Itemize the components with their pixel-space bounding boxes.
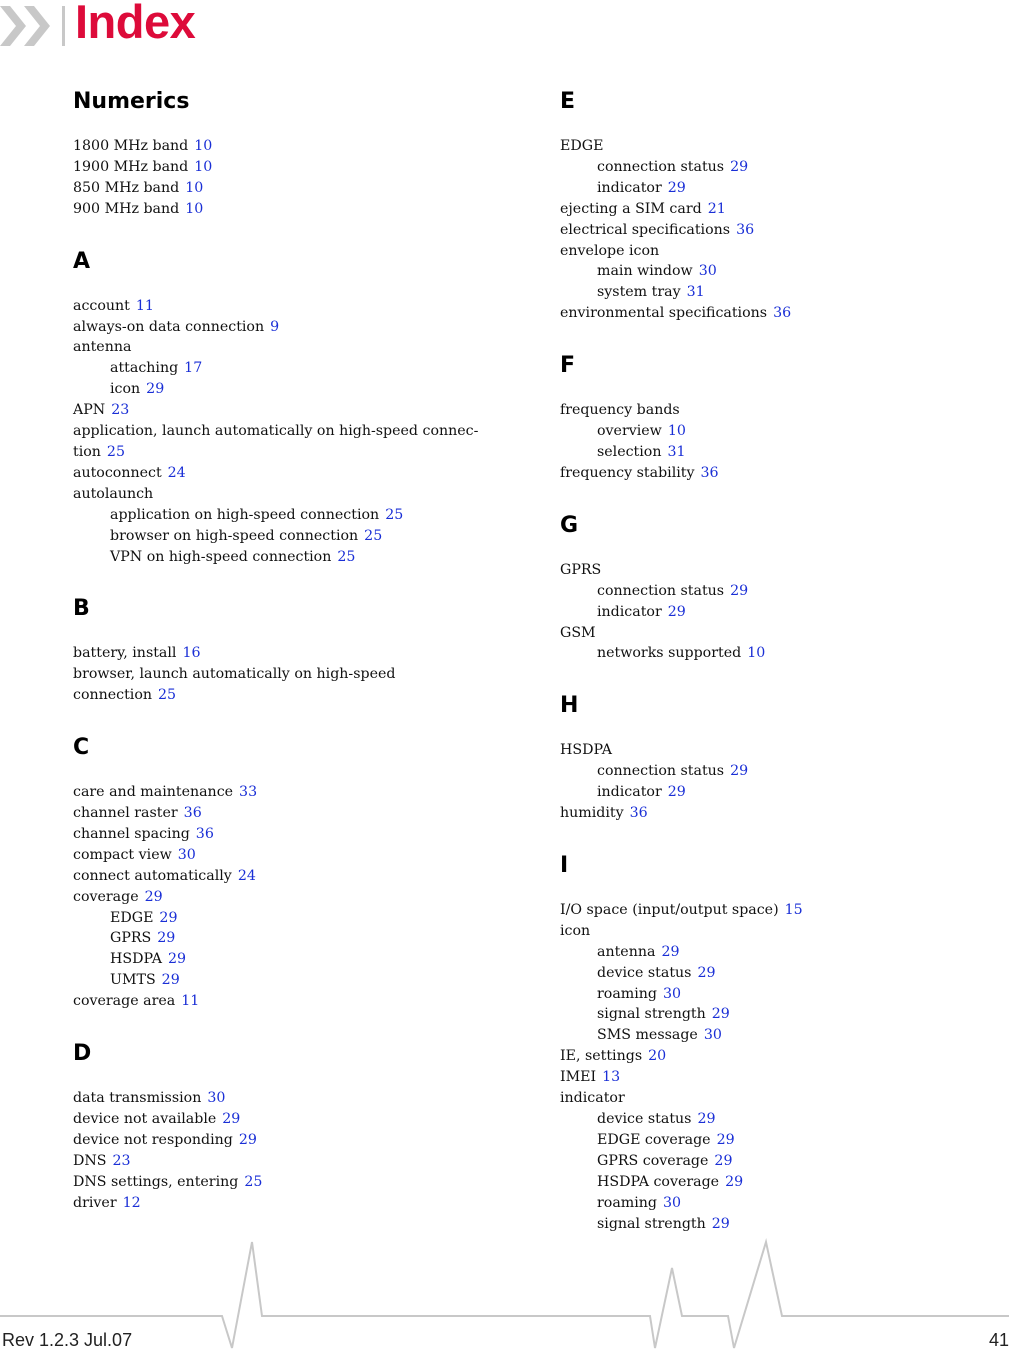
entry-term: HSDPA <box>110 951 162 968</box>
index-column-right <box>560 88 990 1234</box>
entry-term: data transmission <box>73 1090 202 1107</box>
page-link[interactable]: 29 <box>661 943 680 960</box>
page-link[interactable]: 25 <box>385 506 404 523</box>
section-heading: H <box>560 693 579 719</box>
index-entry <box>73 782 493 803</box>
index-section <box>560 88 990 324</box>
index-subentry <box>73 928 493 949</box>
entry-term: channel raster <box>73 805 178 822</box>
page-link[interactable]: 10 <box>185 200 204 217</box>
entry-term: connection status <box>597 582 725 599</box>
page-link[interactable]: 10 <box>747 645 766 662</box>
entry-term: selection <box>597 443 662 460</box>
entry-term: DNS settings, entering <box>73 1173 239 1190</box>
index-entry <box>560 463 990 484</box>
index-subentry <box>73 358 493 379</box>
index-entry <box>73 484 493 505</box>
index-subentry <box>73 970 493 991</box>
entry-term: electrical specifications <box>560 221 731 238</box>
index-entry <box>73 643 493 664</box>
entry-term: VPN on high-speed connection <box>110 548 332 565</box>
page-link[interactable]: 16 <box>182 645 201 662</box>
index-entry <box>560 921 990 942</box>
index-subentry <box>560 1193 990 1214</box>
page-link[interactable]: 30 <box>698 263 717 280</box>
page-link[interactable]: 36 <box>183 805 202 822</box>
entry-term: overview <box>597 423 662 440</box>
entry-term: HSDPA coverage <box>597 1173 720 1190</box>
index-entry <box>73 824 493 845</box>
page-link[interactable]: 29 <box>667 603 686 620</box>
page-link[interactable]: 29 <box>159 909 178 926</box>
index-subentry <box>560 1109 990 1130</box>
page-link[interactable]: 25 <box>337 548 356 565</box>
index-entry <box>73 178 493 199</box>
index-section <box>73 88 493 220</box>
entry-term: networks supported <box>597 645 742 662</box>
entry-term: GSM <box>560 624 596 641</box>
entry-term: 1800 MHz band <box>73 138 189 154</box>
section-heading: D <box>73 1041 92 1067</box>
index-subentry <box>560 1025 990 1046</box>
entry-term: connect automatically <box>73 867 232 884</box>
index-section <box>560 512 990 665</box>
index-section <box>73 248 493 568</box>
index-subentry <box>73 505 493 526</box>
entry-term: attaching <box>110 360 179 377</box>
page-link[interactable]: 36 <box>700 464 719 481</box>
index-entry <box>73 803 493 824</box>
index-entry <box>560 303 990 324</box>
section-heading: F <box>560 353 576 379</box>
page-link[interactable]: 20 <box>648 1048 667 1065</box>
index-subentry <box>560 261 990 282</box>
index-section <box>560 692 990 824</box>
page-link[interactable]: 30 <box>663 1194 682 1211</box>
index-entry <box>73 421 493 463</box>
section-heading: C <box>73 735 90 761</box>
page-link[interactable]: 24 <box>167 464 186 481</box>
entry-term: account <box>73 297 130 314</box>
entry-term: EDGE coverage <box>597 1131 711 1148</box>
index-subentry <box>560 178 990 199</box>
index-subentry <box>73 547 493 568</box>
index-subentry <box>560 963 990 984</box>
entry-term: connection status <box>597 763 725 780</box>
index-entry <box>560 740 990 761</box>
chevron-arrows-icon <box>0 4 70 48</box>
entry-term: device status <box>597 964 692 981</box>
entry-term: icon <box>110 381 141 398</box>
index-subentry <box>560 984 990 1005</box>
index-entry <box>73 296 493 317</box>
entry-term: 850 MHz band <box>73 179 180 196</box>
index-subentry <box>560 782 990 803</box>
entry-term: envelope icon <box>560 242 660 259</box>
index-entry <box>73 1088 493 1109</box>
page-link[interactable]: 10 <box>667 423 686 440</box>
index-entry <box>560 1067 990 1088</box>
entry-term: icon <box>560 922 591 939</box>
entry-term: autolaunch <box>73 485 154 502</box>
entry-term: roaming <box>597 1194 657 1211</box>
index-entry <box>73 136 493 157</box>
index-subentry <box>560 1004 990 1025</box>
index-entry <box>560 1088 990 1109</box>
index-subentry <box>73 526 493 547</box>
entry-term: 900 MHz band <box>73 200 180 217</box>
page-link[interactable]: 36 <box>773 305 792 322</box>
entry-term: environmental specifications <box>560 305 768 322</box>
index-section <box>73 595 493 706</box>
page-link[interactable]: 10 <box>194 138 213 154</box>
entry-term: coverage area <box>73 993 176 1010</box>
index-entry <box>73 1193 493 1214</box>
page-link[interactable]: 29 <box>144 888 163 905</box>
page-link[interactable]: 10 <box>185 179 204 196</box>
page-link[interactable]: 30 <box>663 985 682 1002</box>
entry-term: EDGE <box>110 909 154 926</box>
index-subentry <box>73 908 493 929</box>
footer-page-number: 41 <box>988 1330 1009 1350</box>
page-link[interactable]: 17 <box>184 360 203 377</box>
index-section <box>73 1040 493 1213</box>
index-entry <box>560 803 990 824</box>
page-link[interactable]: 29 <box>667 784 686 801</box>
index-entry <box>73 845 493 866</box>
page-link[interactable]: 25 <box>106 443 125 460</box>
page-link[interactable]: 12 <box>122 1194 141 1211</box>
entry-term: APN <box>73 402 106 419</box>
index-entry <box>560 623 990 644</box>
index-subentry <box>73 949 493 970</box>
entry-term: antenna <box>597 943 656 960</box>
entry-term: system tray <box>597 284 681 301</box>
index-entry <box>73 400 493 421</box>
page-link[interactable]: 23 <box>112 1152 131 1169</box>
entry-term: HSDPA <box>560 742 612 759</box>
page-title: Index <box>75 0 196 48</box>
section-heading: E <box>560 89 576 114</box>
index-entry <box>73 991 493 1012</box>
index-entry <box>560 900 990 921</box>
entry-term: UMTS <box>110 972 156 989</box>
entry-term: IE, settings <box>560 1048 643 1065</box>
entry-term: DNS <box>73 1152 107 1169</box>
index-entry <box>73 1151 493 1172</box>
page-header <box>0 0 400 48</box>
page-link[interactable]: 25 <box>158 687 177 704</box>
page-link[interactable]: 25 <box>364 527 383 544</box>
index-entry <box>73 317 493 338</box>
entry-term: indicator <box>560 1090 625 1107</box>
page-link[interactable]: 29 <box>697 964 716 981</box>
page-link[interactable]: 21 <box>707 200 726 217</box>
page-link[interactable]: 15 <box>784 901 803 918</box>
entry-term: indicator <box>597 784 662 801</box>
entry-term: indicator <box>597 603 662 620</box>
page-link[interactable]: 36 <box>736 221 755 238</box>
entry-term: device not responding <box>73 1131 233 1148</box>
entry-term: EDGE <box>560 138 604 154</box>
entry-term: battery, install <box>73 645 177 662</box>
index-entry <box>73 887 493 908</box>
entry-term: always-on data connection <box>73 318 265 335</box>
page-link[interactable]: 29 <box>157 930 176 947</box>
index-entry <box>560 560 990 581</box>
page-link[interactable]: 10 <box>194 158 213 175</box>
index-entry <box>73 1109 493 1130</box>
entry-term: 1900 MHz band <box>73 158 189 175</box>
index-entry <box>73 866 493 887</box>
entry-term: main window <box>597 263 693 280</box>
index-subentry <box>560 1130 990 1151</box>
page-link[interactable]: 36 <box>195 825 214 842</box>
index-entry <box>73 337 493 358</box>
entry-term: browser, launch automatically on high-speed connection <box>73 666 396 704</box>
entry-term: browser on high-speed connection <box>110 527 359 544</box>
index-subentry <box>560 581 990 602</box>
section-heading: A <box>73 248 91 274</box>
entry-term: connection status <box>597 158 725 175</box>
page-link[interactable]: 24 <box>237 867 256 884</box>
page-link[interactable]: 13 <box>602 1069 621 1086</box>
page-link[interactable]: 9 <box>270 318 280 335</box>
index-entry <box>73 157 493 178</box>
index-section <box>560 352 990 484</box>
entry-term: I/O space (input/output space) <box>560 901 779 918</box>
entry-term: SMS message <box>597 1027 698 1044</box>
entry-term: antenna <box>73 339 132 356</box>
page-link[interactable]: 29 <box>714 1152 733 1169</box>
index-entry <box>73 463 493 484</box>
entry-term: coverage <box>73 888 139 905</box>
index-section <box>73 734 493 1012</box>
index-subentry <box>560 1172 990 1193</box>
index-entry <box>560 400 990 421</box>
page-link[interactable]: 29 <box>167 951 187 968</box>
page-link[interactable]: 31 <box>667 443 686 460</box>
page-link[interactable]: 30 <box>207 1090 226 1107</box>
page-link[interactable]: 23 <box>111 402 130 419</box>
page-link[interactable]: 29 <box>161 972 180 989</box>
page-link[interactable]: 29 <box>730 763 749 780</box>
page-link[interactable]: 29 <box>146 381 165 398</box>
page-link[interactable]: 29 <box>238 1131 257 1148</box>
entry-term: care and maintenance <box>73 784 234 801</box>
footer-revision: Rev 1.2.3 Jul.07 <box>2 1330 133 1350</box>
page-link[interactable]: 11 <box>135 297 154 314</box>
index-subentry <box>560 282 990 303</box>
index-entry <box>73 664 493 706</box>
index-subentry <box>560 1151 990 1172</box>
page-link[interactable]: 36 <box>629 805 648 822</box>
page-link[interactable]: 33 <box>239 784 258 801</box>
entry-term: ejecting a SIM card <box>560 200 702 217</box>
page-link[interactable]: 29 <box>711 1006 730 1023</box>
page-link[interactable]: 29 <box>697 1111 716 1127</box>
index-subentry <box>560 942 990 963</box>
entry-term: GPRS <box>110 930 152 947</box>
entry-term: compact view <box>73 846 172 863</box>
entry-term: GPRS <box>560 561 602 578</box>
index-entry <box>73 1130 493 1151</box>
index-subentry <box>560 442 990 463</box>
page-link[interactable]: 11 <box>181 993 200 1010</box>
index-subentry <box>560 761 990 782</box>
index-subentry <box>560 643 990 664</box>
index-column-left <box>73 88 493 1214</box>
footer-decoration-line <box>0 1232 1009 1349</box>
page-link[interactable]: 29 <box>730 582 749 599</box>
entry-term: frequency stability <box>560 464 695 481</box>
entry-term: device not available <box>73 1111 217 1127</box>
index-subentry <box>560 602 990 623</box>
entry-term: IMEI <box>560 1069 597 1086</box>
page-link[interactable]: 29 <box>222 1111 241 1127</box>
index-section <box>560 852 990 1235</box>
page-link[interactable]: 29 <box>725 1173 744 1190</box>
entry-term: roaming <box>597 985 657 1002</box>
index-entry <box>560 1046 990 1067</box>
index-entry <box>560 136 990 157</box>
entry-term: application, launch automatically on high-speed connec-tion <box>73 423 479 460</box>
section-heading: Numerics <box>73 89 190 114</box>
index-entry <box>73 1172 493 1193</box>
page-link[interactable]: 31 <box>686 284 705 301</box>
page-link[interactable]: 30 <box>177 846 196 863</box>
index-subentry <box>560 421 990 442</box>
index-entry <box>560 199 990 220</box>
entry-term: signal strength <box>597 1006 706 1023</box>
entry-term: driver <box>73 1194 117 1211</box>
index-subentry <box>73 379 493 400</box>
index-entry <box>560 241 990 262</box>
entry-term: frequency bands <box>560 402 680 419</box>
entry-term: indicator <box>597 179 662 196</box>
page-link[interactable]: 29 <box>711 1215 730 1232</box>
entry-term: GPRS coverage <box>597 1152 709 1169</box>
entry-term: application on high-speed connection <box>110 506 380 523</box>
entry-term: signal strength <box>597 1215 706 1232</box>
entry-term: device status <box>597 1111 692 1127</box>
entry-term: humidity <box>560 805 624 822</box>
entry-term: channel spacing <box>73 825 190 842</box>
page-link[interactable]: 29 <box>716 1131 735 1148</box>
index-entry <box>73 199 493 220</box>
entry-term: autoconnect <box>73 464 162 481</box>
section-heading: I <box>560 852 569 878</box>
page-link[interactable]: 29 <box>730 158 749 175</box>
page-link[interactable]: 25 <box>244 1173 263 1190</box>
page-link[interactable]: 30 <box>703 1027 722 1044</box>
page-link[interactable]: 29 <box>667 179 686 196</box>
index-subentry <box>560 157 990 178</box>
index-entry <box>560 220 990 241</box>
section-heading: B <box>73 596 90 622</box>
section-heading: G <box>560 512 579 538</box>
